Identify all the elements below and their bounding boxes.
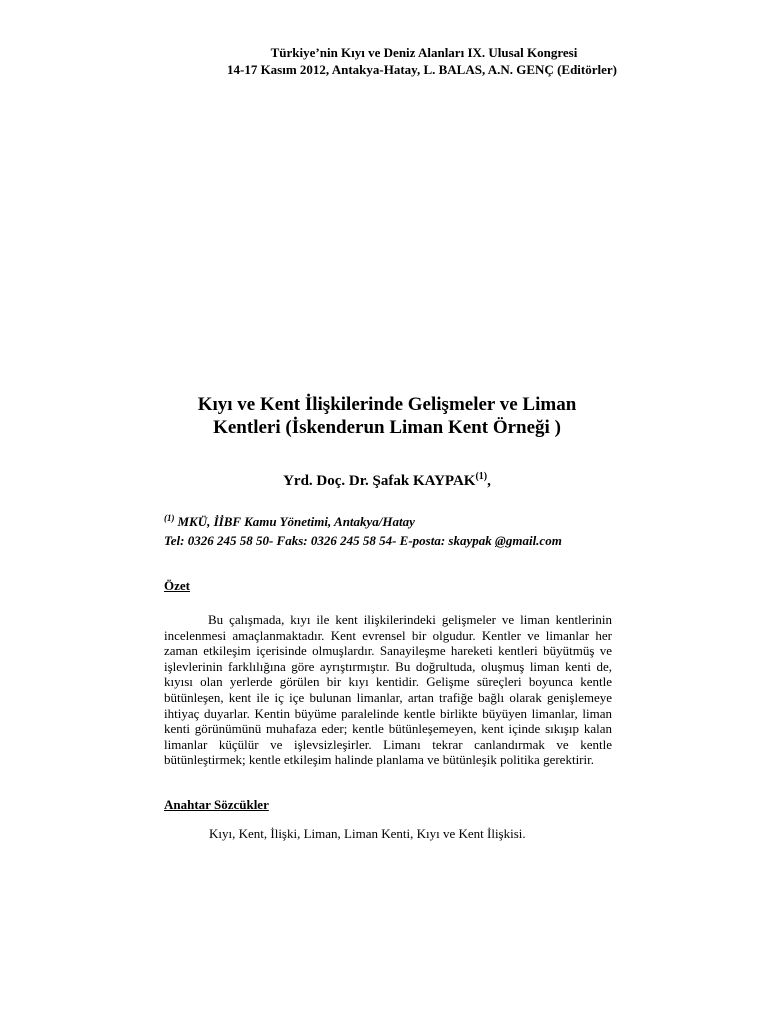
- abstract-text: Bu çalışmada, kıyı ile kent ilişkilerindeki gelişmeler ve liman kentlerinin incelenmesi amaçlanmaktadır. Kent evrensel bir olgudur. Kentler ve limanlar her zaman etkileşim içerisinde olmuşlardır. Sanayileşme hareketi kentleri büyütmüş ve işlevlerinin farklılığına göre ayrıştırmıştır. Bu doğrultuda, oluşmuş liman kenti de, kıyısı olan yerlerde görülen bir kıyı kentidir. Gelişme süreçleri boyunca kentle bütünleşen, kent ile iç içe bulunan limanlar, artan trafiğe bağlı olarak genişlemeye ihtiyaç duyarlar. Kentin büyüme paralelinde kentle birlikte büyüyen limanlar, liman kenti görünümünü muhafaza eder; kentle bütünleşemeyen, kent içinde sıkışıp kalan limanlar küçülür ve işlevsizleşirler. Limanı tekrar canlandırmak ve kentle bütünleştirmek; kentle etkileşim halinde planlama ve bütünleşik politika gerektirir.: [164, 612, 612, 768]
- affiliation-institution: MKÜ, İİBF Kamu Yönetimi, Antakya/Hatay: [177, 514, 415, 529]
- title-line-1: Kıyı ve Kent İlişkilerinde Gelişmeler ve Liman: [197, 394, 577, 415]
- author-suffix: ,: [487, 473, 491, 489]
- contact-text: Tel: 0326 245 58 50- Faks: 0326 245 58 54- E-posta: skaypak: [164, 533, 496, 548]
- email-domain: gmail.com: [505, 533, 562, 548]
- paper-title: [150, 393, 624, 439]
- author-name: Yrd. Doç. Dr. Şafak KAYPAK: [283, 473, 476, 489]
- keywords-text: Kıyı, Kent, İlişki, Liman, Liman Kenti, Kıyı ve Kent İlişkisi.: [209, 826, 526, 841]
- header-line-1: Türkiye’nin Kıyı ve Deniz Alanları IX. Ulusal Kongresi: [270, 45, 578, 60]
- contact-line: [164, 531, 644, 550]
- affiliation-marker: (1): [164, 513, 175, 523]
- title-line-2: Kentleri (İskenderun Liman Kent Örneği ): [213, 417, 561, 438]
- author-superscript: (1): [475, 471, 488, 482]
- conference-header: [0, 44, 768, 78]
- email-at: @: [495, 533, 506, 548]
- header-line-2: 14-17 Kasım 2012, Antakya-Hatay, L. BALAS, A.N. GENÇ (Editörler): [226, 62, 617, 77]
- affiliation-block: [164, 512, 644, 550]
- keywords-heading: Anahtar Sözcükler: [164, 797, 269, 812]
- author-line: [150, 471, 624, 491]
- affiliation-line: [164, 512, 644, 531]
- abstract-heading: Özet: [164, 578, 190, 593]
